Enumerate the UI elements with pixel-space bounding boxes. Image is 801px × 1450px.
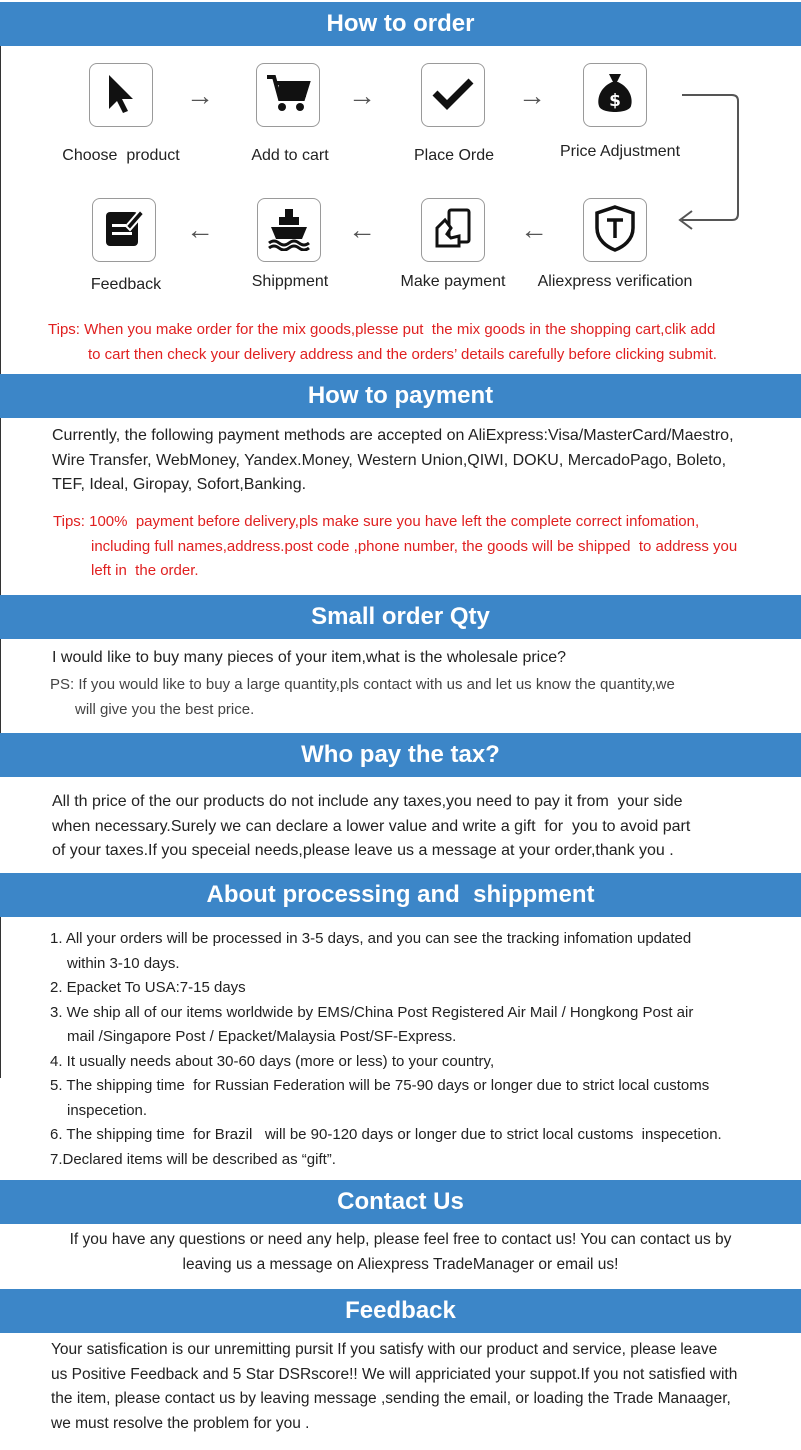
list-item: 2. Epacket To USA:7-15 days <box>50 979 246 996</box>
left-border <box>0 639 1 734</box>
ship-icon <box>266 205 312 256</box>
list-item: 4. It usually needs about 30-60 days (more or less) to your country, <box>50 1052 495 1070</box>
feedback-text <box>51 1338 737 1436</box>
feedback-line: Your satisfication is our unremitting pursit If you satisfy with our product and service, please leave <box>51 1341 718 1358</box>
section-header-processing-and-shippment: About processing and shippment <box>0 873 801 917</box>
list-item: inspecetion. <box>67 1101 148 1119</box>
arrow-right-icon: → <box>186 80 214 111</box>
tax-line: when necessary.Surely we can declare a lower value and write a gift for you to avoid part <box>52 817 691 835</box>
feedback-line: the item, please contact us by leaving message ,sending the email, or loading the Trade Manaager, <box>51 1390 731 1407</box>
tips-text: to cart then check your delivery address and the orders’ details carefully before clicking submit. <box>88 345 717 363</box>
step-label-aliexpress-verification: Aliexpress verification <box>537 273 693 290</box>
step-label-shippment: Shippment <box>251 273 329 290</box>
section-header-how-to-payment: How to payment <box>0 374 801 418</box>
section-header-feedback: Feedback <box>0 1289 801 1333</box>
money-bag-icon <box>595 70 635 121</box>
step-label-feedback: Feedback <box>90 276 162 293</box>
step-label-choose-product: Choose product <box>62 147 180 164</box>
section-header-small-order-qty: Small order Qty <box>0 595 801 639</box>
tips-label: Tips: <box>53 513 85 530</box>
cursor-icon <box>101 71 141 120</box>
tax-line: of your taxes.If you speceial needs,please leave us a message at your order,thank you . <box>52 842 674 859</box>
list-item: 1. All your orders will be processed in 3-5 days, and you can see the tracking infomation updated <box>50 930 692 947</box>
payment-line: Currently, the following payment methods are accepted on AliExpress:Visa/MasterCard/Maestro, <box>52 427 734 444</box>
arrow-left-icon: ← <box>186 214 214 245</box>
ps-line: PS: If you would like to buy a large quantity,pls contact with us and let us know the quantity,we <box>50 676 675 693</box>
arrow-right-icon: → <box>518 80 546 111</box>
wholesale-question: I would like to buy many pieces of your item,what is the wholesale price? <box>52 649 567 666</box>
cart-icon <box>265 73 311 118</box>
step-label-make-payment: Make payment <box>400 273 506 290</box>
order-tips <box>48 318 793 367</box>
step-place-order <box>421 63 485 127</box>
step-make-payment <box>421 198 485 262</box>
feedback-line: we must resolve the problem for you . <box>51 1414 310 1432</box>
step-label-add-to-cart: Add to cart <box>251 147 329 164</box>
arrow-left-icon: ← <box>520 214 548 245</box>
payment-tips <box>53 510 737 584</box>
payment-methods-text <box>52 424 734 498</box>
step-price-adjustment <box>583 63 647 127</box>
arrow-left-icon: ← <box>348 214 376 245</box>
contact-text <box>0 1228 801 1277</box>
connector-arrow-icon <box>676 90 742 245</box>
contact-line: If you have any questions or need any help, please feel free to contact us! You can contact us by <box>69 1231 732 1248</box>
list-item: 5. The shipping time for Russian Federation will be 75-90 days or longer due to strict local customs <box>50 1077 710 1094</box>
step-label-price-adjustment: Price Adjustment <box>559 143 681 160</box>
list-item: 3. We ship all of our items worldwide by EMS/China Post Registered Air Mail / Hongkong Post air <box>50 1003 694 1021</box>
arrow-right-icon: → <box>348 80 376 111</box>
payment-line: TEF, Ideal, Giropay, Sofort,Banking. <box>52 476 307 493</box>
left-border <box>0 44 1 374</box>
step-add-to-cart <box>256 63 320 127</box>
ps-note <box>50 673 675 722</box>
checkmark-icon <box>431 75 475 116</box>
list-item: 7.Declared items will be described as “gift”. <box>50 1150 336 1168</box>
section-header-contact-us: Contact Us <box>0 1180 801 1224</box>
left-border <box>0 916 1 1078</box>
tips-text: including full names,address.post code ,phone number, the goods will be shipped to address you <box>91 537 738 555</box>
step-aliexpress-verification <box>583 198 647 262</box>
tips-text: left in the order. <box>91 562 199 579</box>
svg-text:$: $ <box>609 90 621 111</box>
tips-text: 100% payment before delivery,pls make sure you have left the complete correct infomation, <box>89 513 700 530</box>
tax-text <box>52 790 690 864</box>
list-item: 6. The shipping time for Brazil will be 90-120 days or longer due to strict local customs inspecetion. <box>50 1126 722 1143</box>
tax-line: All th price of the our products do not include any taxes,you need to pay it from your side <box>52 793 683 810</box>
section-header-how-to-order: How to order <box>0 2 801 46</box>
tips-label: Tips: <box>48 321 80 338</box>
step-feedback <box>92 198 156 262</box>
step-label-place-order: Place Orde <box>413 147 495 164</box>
feedback-line: us Positive Feedback and 5 Star DSRscore!! We will appriciated your suppot.If you not satisfied with <box>51 1365 738 1383</box>
step-shippment <box>257 198 321 262</box>
payment-line: Wire Transfer, WebMoney, Yandex.Money, Western Union,QIWI, DOKU, MercadoPago, Boleto, <box>52 451 727 469</box>
list-item: within 3-10 days. <box>67 954 180 972</box>
tips-text: When you make order for the mix goods,plesse put the mix goods in the shopping cart,clik add <box>84 321 716 338</box>
contact-line: leaving us a message on Aliexpress TradeManager or email us! <box>182 1255 619 1273</box>
section-header-who-pay-the-tax: Who pay the tax? <box>0 733 801 777</box>
shield-icon <box>593 204 637 257</box>
card-payment-icon <box>431 206 475 255</box>
step-choose-product <box>89 63 153 127</box>
list-item: mail /Singapore Post / Epacket/Malaysia Post/SF-Express. <box>67 1028 457 1045</box>
left-border <box>0 417 1 597</box>
ps-line: will give you the best price. <box>75 700 255 718</box>
feedback-icon <box>102 206 146 255</box>
processing-list <box>50 927 722 1172</box>
